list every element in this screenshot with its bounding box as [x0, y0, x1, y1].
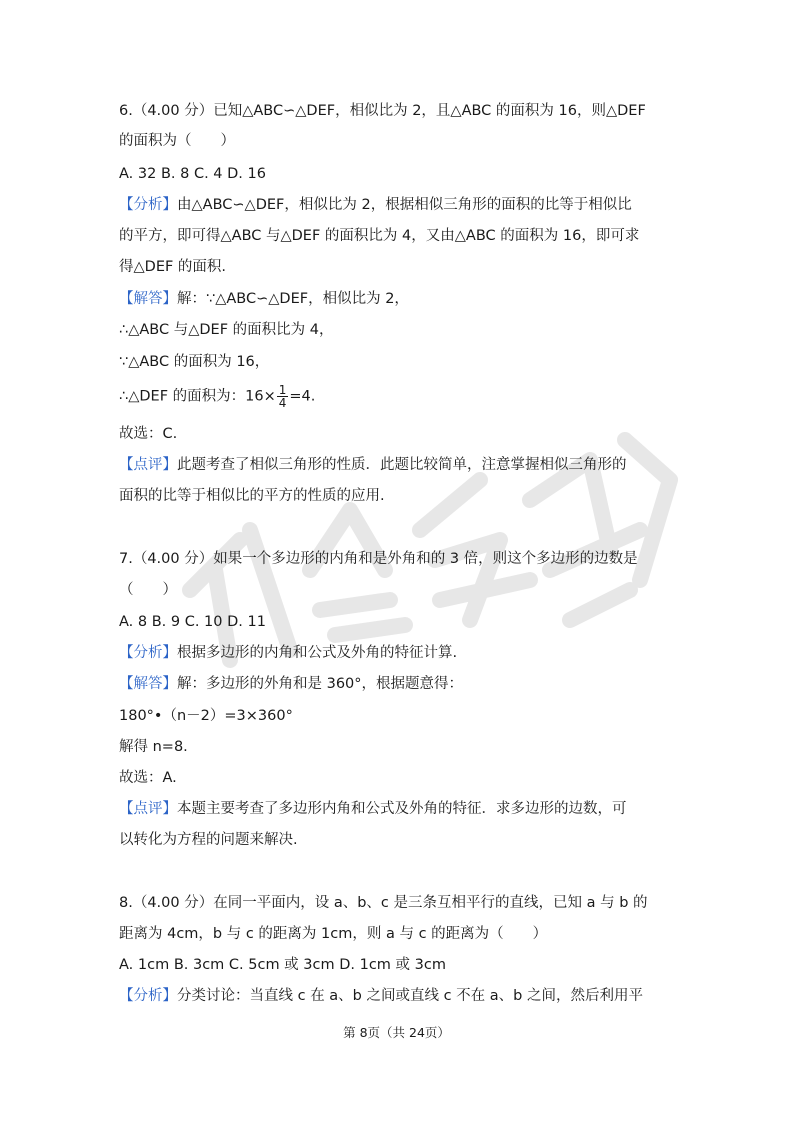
q8-analysis-line1 — [119, 986, 643, 1006]
solution-tag: 【解答】 — [119, 291, 177, 307]
q6-solution-line1 — [119, 289, 409, 309]
q7-solution-line3: 解得 n=8. — [119, 739, 188, 755]
q6-solution-line3: ∵△ABC 的面积为 16， — [119, 354, 270, 370]
q6-solution-line4 — [119, 384, 315, 409]
q6-solution-text: 解：∵△ABC∽△DEF，相似比为 2， — [177, 291, 409, 307]
analysis-tag: 【分析】 — [119, 988, 177, 1004]
q6-analysis-line3: 得△DEF 的面积. — [119, 259, 227, 275]
comment-tag: 【点评】 — [119, 801, 177, 817]
analysis-tag: 【分析】 — [119, 197, 177, 213]
analysis-tag: 【分析】 — [119, 645, 177, 661]
q6-solution-post: =4. — [289, 388, 316, 405]
page-footer: 第 8页（共 24页） — [343, 1025, 450, 1040]
q6-analysis-line1 — [119, 195, 632, 215]
q7-comment-text: 本题主要考查了多边形内角和公式及外角的特征．求多边形的边数，可 — [177, 801, 627, 817]
q6-solution-line2: ∴△ABC 与△DEF 的面积比为 4， — [119, 322, 334, 338]
fraction — [277, 384, 289, 409]
q7-solution-line2: 180°•（n－2）=3×360° — [119, 708, 293, 724]
q8-options: A. 1cm B. 3cm C. 5cm 或 3cm D. 1cm 或 3cm — [119, 957, 446, 973]
q7-solution-text: 解：多边形的外角和是 360°，根据题意得： — [177, 676, 464, 692]
q8-stem-line1: 8.（4.00 分）在同一平面内，设 a、b、c 是三条互相平行的直线，已知 a 与 b 的 — [119, 895, 648, 911]
q8-analysis-text: 分类讨论：当直线 c 在 a、b 之间或直线 c 不在 a、b 之间，然后利用平 — [177, 988, 643, 1004]
q6-solution-pre: ∴△DEF 的面积为：16× — [119, 388, 276, 405]
q7-analysis-line1 — [119, 643, 457, 663]
q6-comment-text: 此题考查了相似三角形的性质．此题比较简单，注意掌握相似三角形的 — [177, 457, 627, 473]
q7-options: A. 8 B. 9 C. 10 D. 11 — [119, 614, 266, 630]
fraction-denominator: 4 — [278, 396, 287, 410]
q7-stem-line2: （ ） — [119, 582, 177, 598]
q7-analysis-text: 根据多边形的内角和公式及外角的特征计算. — [177, 645, 458, 661]
q7-solution-line1 — [119, 674, 463, 694]
q6-stem-line2: 的面积为（ ） — [119, 133, 235, 149]
q8-stem-line2: 距离为 4cm，b 与 c 的距离为 1cm，则 a 与 c 的距离为（ ） — [119, 926, 548, 942]
fraction-numerator: 1 — [278, 383, 287, 397]
q7-comment-line2: 以转化为方程的问题来解决. — [119, 832, 298, 848]
q6-options: A. 32 B. 8 C. 4 D. 16 — [119, 166, 266, 182]
q6-comment-line1 — [119, 455, 627, 475]
q7-comment-line1 — [119, 799, 627, 819]
solution-tag: 【解答】 — [119, 676, 177, 692]
q6-analysis-text: 由△ABC∽△DEF，相似比为 2，根据相似三角形的面积的比等于相似比 — [177, 197, 632, 213]
q7-choice: 故选：A. — [119, 770, 177, 786]
q7-stem-line1: 7.（4.00 分）如果一个多边形的内角和是外角和的 3 倍，则这个多边形的边数是 — [119, 551, 638, 567]
q6-analysis-line2: 的平方，即可得△ABC 与△DEF 的面积比为 4，又由△ABC 的面积为 16，即可求 — [119, 228, 640, 244]
q6-comment-line2: 面积的比等于相似比的平方的性质的应用. — [119, 488, 385, 504]
q6-choice: 故选：C. — [119, 426, 178, 442]
comment-tag: 【点评】 — [119, 457, 177, 473]
q6-stem-line1: 6.（4.00 分）已知△ABC∽△DEF，相似比为 2，且△ABC 的面积为 16，则△DEF — [119, 103, 646, 119]
